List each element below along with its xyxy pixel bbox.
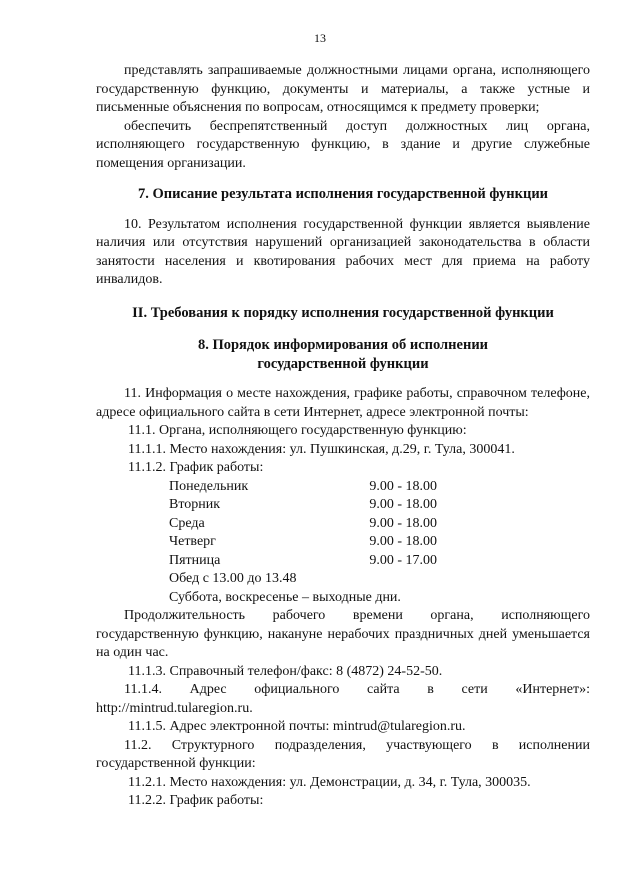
paragraph-11-2-2: 11.2.2. График работы: [128,793,264,808]
section-heading-7: 7. Описание результата исполнения государственной функции [137,186,549,202]
paragraph-11-1-3: 11.1.3. Справочный телефон/факс: 8 (4872) 24-52-50. [128,663,443,679]
schedule-day: Четверг [169,534,216,549]
paragraph-11-1-2: 11.1.2. График работы: [128,460,264,475]
schedule-row [96,533,590,552]
schedule-time: 9.00 - 18.00 [369,497,437,512]
paragraph-11-1-1: 11.1.1. Место нахождения: ул. Пушкинская, д.29, г. Тула, 300041. [128,441,515,457]
paragraph-11-1: 11.1. Органа, исполняющего государственную функцию: [128,423,467,438]
lunch-break: Обед с 13.00 до 13.48 [169,571,297,586]
section-heading-II: II. Требования к порядку исполнения государственной функции [132,304,554,321]
schedule-table [96,478,590,571]
page-number: 13 [314,31,326,45]
schedule-day: Понедельник [169,478,249,494]
paragraph-11-2: 11.2. Структурного подразделения, участвующего в исполнении государственной функции: [96,737,590,771]
paragraph-provide-documents: представлять запрашиваемые должностными лицами органа, исполняющего государственную функцию, документы и материалы, а также устные и письменные объяснения по вопросам, относящимся к предмету проверки; [96,63,590,115]
section-heading-8-line2: государственной функции [257,355,429,372]
page-content [96,62,590,811]
schedule-time: 9.00 - 17.00 [369,552,437,568]
schedule-day: Среда [169,515,205,531]
paragraph-duration: Продолжительность рабочего времени органа, исполняющего государственную функцию, накануне нерабочих праздничных дней уменьшается на один час. [96,608,590,660]
weekend-note: Суббота, воскресенье – выходные дни. [169,589,401,605]
schedule-row [96,552,590,571]
paragraph-11-1-4: 11.1.4. Адрес официального сайта в сети «Интернет»: http://mintrud.tularegion.ru. [96,682,590,716]
schedule-row [96,496,590,515]
schedule-time: 9.00 - 18.00 [369,478,437,494]
schedule-day: Пятница [169,552,221,568]
paragraph-10: 10. Результатом исполнения государственной функции является выявление наличия или отсутствия нарушений организацией законодательства в области занятости населения и квотирования рабочих мест для приема на работу инвалидов. [96,216,590,287]
paragraph-ensure-access: обеспечить беспрепятственный доступ должностных лиц органа, исполняющего государственную функцию, в здание и другие служебные помещения организации. [96,118,590,171]
schedule-row [96,478,590,497]
schedule-row [96,515,590,534]
paragraph-11: 11. Информация о месте нахождения, графике работы, справочном телефоне, адресе официального сайта в сети Интернет, адресе электронной почты: [96,386,590,420]
schedule-day: Вторник [169,497,221,512]
paragraph-11-1-5: 11.1.5. Адрес электронной почты: mintrud@tularegion.ru. [128,719,466,734]
paragraph-11-2-1: 11.2.1. Место нахождения: ул. Демонстрации, д. 34, г. Тула, 300035. [128,774,531,790]
schedule-time: 9.00 - 18.00 [369,515,437,531]
schedule-time: 9.00 - 18.00 [369,534,437,549]
section-heading-8-line1: 8. Порядок информирования об исполнении [197,337,489,353]
